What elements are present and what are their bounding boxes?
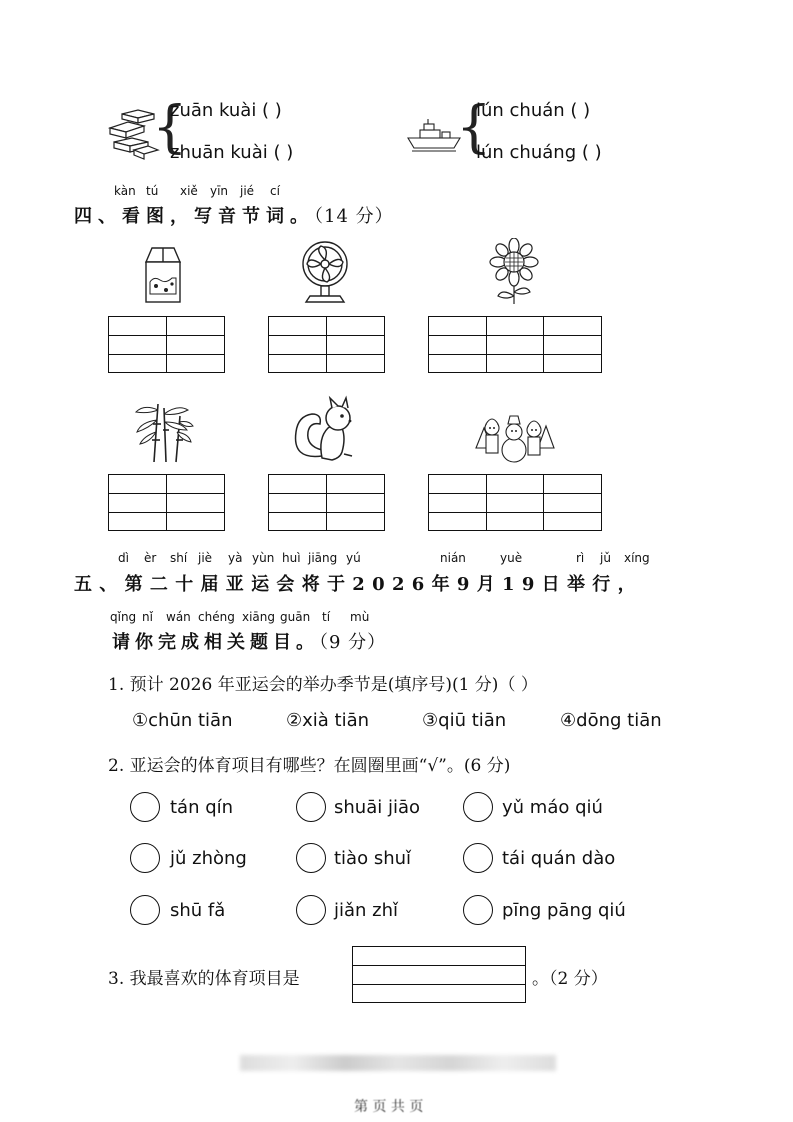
question-3-text: 3. 我最喜欢的体育项目是	[108, 969, 300, 989]
section5-pinyin-10: nián	[440, 551, 466, 565]
section4-pinyin-4: yīn	[210, 184, 229, 198]
ship-option-1: lún chuán ( )	[476, 100, 591, 121]
answer-grid-milk[interactable]	[108, 316, 225, 373]
check-circle-shuai-jiao[interactable]	[296, 792, 326, 822]
section5-pinyin-14: xíng	[624, 551, 650, 565]
section4-pinyin-1: kàn	[114, 184, 136, 198]
section5-pinyin-2: èr	[144, 551, 157, 565]
electric-fan-picture	[300, 240, 350, 310]
section5-line2-text: 请你完成相关题目。	[112, 632, 319, 653]
q1-option-1: ①chūn tiān	[132, 710, 233, 731]
q2-item-tai-quan-dao: tái quán dào	[502, 848, 616, 869]
section5-line2-pinyin-7: tí	[322, 610, 331, 624]
section5-line2-pinyin-5: xiāng	[242, 610, 276, 624]
section5-pinyin-1: dì	[118, 551, 129, 565]
q1-option-3: ③qiū tiān	[422, 710, 507, 731]
section4-title: 四、看图，写音节词。	[74, 206, 314, 227]
section5-line2-pinyin-4: chéng	[198, 610, 235, 624]
section4-score: （14 分）	[314, 206, 394, 227]
sunflower-picture	[488, 238, 540, 310]
ship-brace: {	[456, 95, 492, 160]
section5-pinyin-7: huì	[282, 551, 301, 565]
check-circle-tai-quan-dao[interactable]	[463, 843, 493, 873]
q2-item-yu-mao-qiu: yǔ máo qiú	[502, 797, 603, 818]
ship-option-2: lún chuáng ( )	[476, 142, 602, 163]
check-circle-jian-zhi[interactable]	[296, 895, 326, 925]
answer-grid-sunflower[interactable]	[428, 316, 602, 373]
section5-pinyin-8: jiāng	[308, 551, 338, 565]
q2-item-shuai-jiao: shuāi jiāo	[334, 797, 420, 818]
check-circle-yu-mao-qiu[interactable]	[463, 792, 493, 822]
check-circle-ju-zhong[interactable]	[130, 843, 160, 873]
section4-pinyin-6: cí	[270, 184, 280, 198]
section5-title-line2	[112, 628, 386, 654]
section5-line2-pinyin-3: wán	[166, 610, 191, 624]
section5-score: （9 分）	[319, 632, 387, 653]
section4-pinyin-5: jié	[240, 184, 255, 198]
section5-line2-pinyin-1: qǐng	[110, 610, 137, 624]
answer-grid-bamboo[interactable]	[108, 474, 225, 531]
blurred-footer-bar	[240, 1055, 556, 1071]
section4-pinyin-3: xiě	[180, 184, 198, 198]
q2-item-shu-fa: shū fǎ	[170, 900, 226, 921]
section4-heading	[74, 202, 394, 228]
answer-grid-squirrel[interactable]	[268, 474, 385, 531]
section4-pinyin-2: tú	[146, 184, 159, 198]
section5-pinyin-12: rì	[576, 551, 585, 565]
page-number-label: 第 页 共 页	[354, 1099, 424, 1115]
section5-pinyin-3: shí	[170, 551, 188, 565]
section5-pinyin-11: yuè	[500, 551, 523, 565]
squirrel-picture	[292, 394, 360, 468]
q2-item-ju-zhong: jǔ zhòng	[170, 848, 247, 869]
question-2-text: 2. 亚运会的体育项目有哪些？在圆圈里画“√”。(6 分)	[108, 756, 511, 776]
ship-picture	[406, 118, 462, 154]
section5-line2-pinyin-8: mù	[350, 610, 370, 624]
section5-pinyin-13: jǔ	[600, 551, 611, 565]
section5-line2-pinyin-2: nǐ	[142, 610, 153, 624]
q2-item-tan-qin: tán qín	[170, 797, 234, 818]
check-circle-tiao-shui[interactable]	[296, 843, 326, 873]
section5-pinyin-4: jiè	[198, 551, 213, 565]
q1-option-2: ②xià tiān	[286, 710, 370, 731]
question-3-suffix: 。（2 分）	[532, 969, 608, 989]
bricks-brace: {	[152, 95, 188, 160]
bricks-option-2: zhuān kuài ( )	[170, 142, 294, 163]
q1-option-4: ④dōng tiān	[560, 710, 662, 731]
section5-pinyin-5: yà	[228, 551, 243, 565]
check-circle-ping-pang-qiu[interactable]	[463, 895, 493, 925]
answer-grid-fan[interactable]	[268, 316, 385, 373]
snowman-children-picture	[472, 408, 556, 468]
check-circle-shu-fa[interactable]	[130, 895, 160, 925]
check-circle-tan-qin[interactable]	[130, 792, 160, 822]
answer-box-favorite-sport[interactable]	[352, 946, 526, 1003]
q2-item-ping-pang-qiu: pīng pāng qiú	[502, 900, 626, 921]
question-1-text: 1. 预计 2026 年亚运会的举办季节是(填序号)(1 分)（ ）	[108, 675, 538, 695]
answer-grid-snowman[interactable]	[428, 474, 602, 531]
section5-pinyin-9: yú	[346, 551, 361, 565]
section5-line2-pinyin-6: guān	[280, 610, 311, 624]
milk-carton-picture	[142, 244, 184, 308]
q2-item-jian-zhi: jiǎn zhǐ	[334, 900, 399, 921]
section5-pinyin-6: yùn	[252, 551, 275, 565]
q2-item-tiao-shui: tiào shuǐ	[334, 848, 412, 869]
bamboo-picture	[132, 400, 196, 468]
section5-title-line1: 五、第二十届亚运会将于2026年9月19日举行，	[74, 574, 643, 595]
bricks-option-1: zuān kuài ( )	[170, 100, 282, 121]
